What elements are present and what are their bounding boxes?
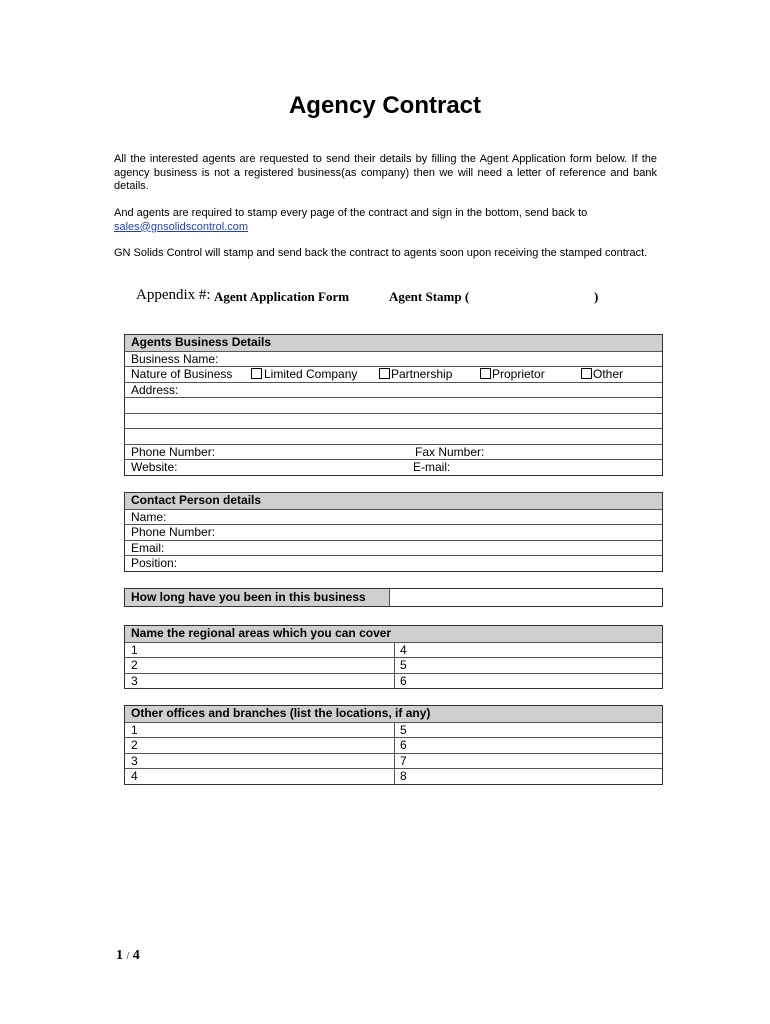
duration-row bbox=[125, 589, 662, 606]
office-number: 1 bbox=[131, 722, 138, 737]
duration-label-cell bbox=[125, 589, 389, 606]
regions-row[interactable] bbox=[125, 642, 662, 658]
contact-header-row bbox=[125, 493, 662, 509]
office-number: 7 bbox=[400, 753, 407, 768]
column-divider bbox=[394, 738, 395, 753]
region-number: 5 bbox=[400, 658, 407, 672]
appendix-form-name: Agent Application Form bbox=[214, 289, 350, 304]
duration-label: How long have you been in this business bbox=[131, 590, 366, 604]
region-number: 3 bbox=[131, 673, 138, 688]
intro-paragraph: All the interested agents are requested to send their details by filling the Agent Application form below. If the agency business is not a registered business(as company) then we will need a letter of reference and bank details. bbox=[114, 153, 657, 192]
agent-stamp-label: Agent Stamp ( bbox=[389, 289, 470, 304]
contact-header: Contact Person details bbox=[131, 493, 262, 507]
address-line-2[interactable] bbox=[125, 397, 662, 413]
website-email-row[interactable] bbox=[125, 459, 662, 475]
offices-row[interactable] bbox=[125, 737, 662, 753]
contact-phone-label: Phone Number: bbox=[131, 525, 216, 539]
region-number: 6 bbox=[400, 673, 407, 688]
business-name-label: Business Name: bbox=[131, 351, 219, 366]
office-number: 3 bbox=[131, 753, 138, 768]
page-total: 4 bbox=[132, 948, 140, 963]
region-number: 1 bbox=[131, 642, 138, 657]
page-title: Agency Contract bbox=[288, 92, 482, 119]
address-label: Address: bbox=[131, 382, 179, 397]
column-divider bbox=[394, 674, 395, 689]
instructions-text: And agents are required to stamp every page of the contract and sign in the bottom, send back to bbox=[114, 207, 588, 219]
contact-phone-row[interactable] bbox=[125, 524, 662, 540]
appendix-line bbox=[136, 287, 616, 307]
office-number: 2 bbox=[131, 738, 138, 752]
website-label: Website: bbox=[131, 460, 178, 474]
business-duration-table bbox=[124, 588, 663, 607]
column-divider bbox=[394, 769, 395, 784]
email-link[interactable]: sales@gnsolidscontrol.com bbox=[114, 220, 249, 233]
phone-fax-row[interactable] bbox=[125, 444, 662, 460]
column-divider bbox=[394, 723, 395, 738]
limited-company-label: Limited Company bbox=[264, 367, 358, 381]
address-row[interactable] bbox=[125, 382, 662, 398]
regions-table bbox=[124, 625, 663, 689]
address-line-3[interactable] bbox=[125, 413, 662, 429]
agent-stamp-close: ) bbox=[594, 289, 599, 304]
offices-header: Other offices and branches (list the locations, if any) bbox=[131, 706, 431, 720]
limited-company-checkbox[interactable] bbox=[251, 368, 262, 379]
business-details-table bbox=[124, 334, 663, 476]
proprietor-checkbox[interactable] bbox=[480, 368, 491, 379]
duration-input[interactable] bbox=[390, 589, 662, 606]
regions-row[interactable] bbox=[125, 657, 662, 673]
address-line-4[interactable] bbox=[125, 428, 662, 444]
business-name-row[interactable] bbox=[125, 351, 662, 367]
page-separator: / bbox=[126, 951, 130, 962]
offices-row[interactable] bbox=[125, 753, 662, 769]
contact-email-label: Email: bbox=[131, 540, 165, 555]
office-number: 5 bbox=[400, 722, 407, 737]
column-divider bbox=[394, 658, 395, 673]
nature-label: Nature of Business bbox=[131, 367, 233, 381]
page-current: 1 bbox=[116, 948, 123, 963]
page-number bbox=[116, 948, 140, 964]
offices-row[interactable] bbox=[125, 768, 662, 784]
regions-header-row bbox=[125, 626, 662, 642]
fax-label: Fax Number: bbox=[415, 444, 485, 459]
office-number: 8 bbox=[400, 769, 407, 783]
proprietor-label: Proprietor bbox=[492, 367, 545, 381]
stamp-paragraph: GN Solids Control will stamp and send back the contract to agents soon upon receiving the stamped contract. bbox=[114, 247, 648, 259]
offices-header-row bbox=[125, 706, 662, 722]
contact-name-row[interactable] bbox=[125, 509, 662, 525]
column-divider bbox=[394, 754, 395, 769]
partnership-label: Partnership bbox=[391, 367, 453, 381]
regions-header: Name the regional areas which you can cover bbox=[131, 626, 392, 640]
business-header-row bbox=[125, 335, 662, 351]
contact-position-row[interactable] bbox=[125, 555, 662, 571]
column-divider bbox=[394, 643, 395, 658]
office-number: 6 bbox=[400, 738, 407, 752]
business-email-label: E-mail: bbox=[413, 460, 451, 474]
contact-email-row[interactable] bbox=[125, 540, 662, 556]
appendix-label: Appendix #: bbox=[136, 287, 211, 303]
office-number: 4 bbox=[131, 769, 138, 783]
partnership-checkbox[interactable] bbox=[379, 368, 390, 379]
region-number: 2 bbox=[131, 658, 138, 672]
other-checkbox[interactable] bbox=[581, 368, 592, 379]
offices-table bbox=[124, 705, 663, 785]
regions-row[interactable] bbox=[125, 673, 662, 689]
nature-of-business-row bbox=[125, 366, 662, 382]
phone-label: Phone Number: bbox=[131, 444, 216, 459]
other-label: Other bbox=[593, 367, 624, 381]
instructions-paragraph bbox=[114, 207, 657, 234]
offices-row[interactable] bbox=[125, 722, 662, 738]
business-header: Agents Business Details bbox=[131, 335, 272, 349]
contact-position-label: Position: bbox=[131, 556, 178, 570]
contact-name-label: Name: bbox=[131, 509, 167, 524]
contact-details-table bbox=[124, 492, 663, 572]
region-number: 4 bbox=[400, 642, 407, 657]
